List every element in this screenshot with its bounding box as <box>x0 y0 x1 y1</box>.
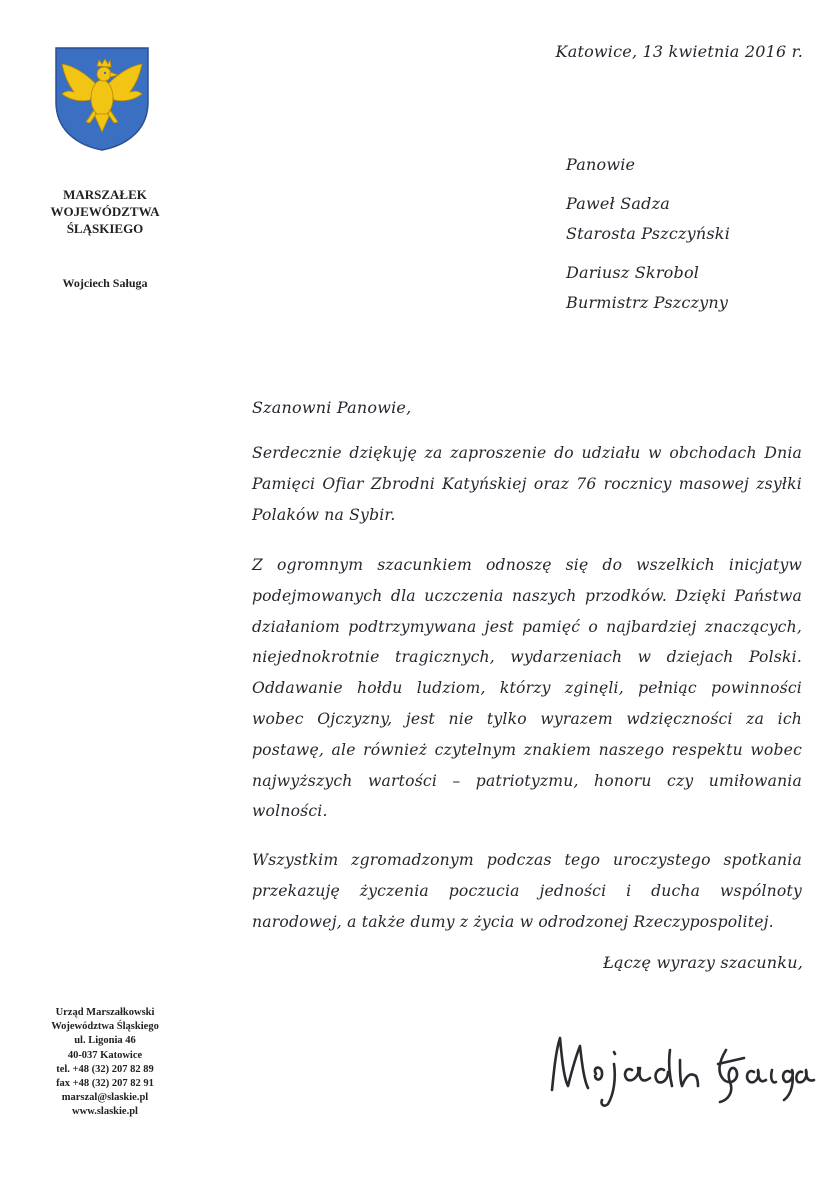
office-title-line: ŚLĄSKIEGO <box>66 221 144 236</box>
footer-address <box>30 1006 180 1120</box>
office-title-line: MARSZAŁEK <box>63 187 147 202</box>
footer-line: fax +48 (32) 207 82 91 <box>56 1078 154 1090</box>
letter-closing: Łączę wyrazy szacunku, <box>603 953 803 972</box>
footer-line: tel. +48 (32) 207 82 89 <box>56 1063 154 1075</box>
handwritten-signature <box>540 1020 820 1110</box>
recipient-title: Burmistrz Pszczyny <box>566 293 729 312</box>
footer-line: Urząd Marszałkowski <box>55 1007 155 1018</box>
letter-date: Katowice, 13 kwietnia 2016 r. <box>555 42 803 61</box>
recipient-name: Paweł Sadza <box>566 194 670 213</box>
footer-website: www.slaskie.pl <box>72 1106 138 1118</box>
footer-line: 40-037 Katowice <box>67 1049 143 1061</box>
recipient-title: Starosta Pszczyński <box>566 224 731 243</box>
footer-line: ul. Ligonia 46 <box>74 1035 136 1047</box>
recipients-block <box>566 150 816 318</box>
letter-paragraph: Z ogromnym szacunkiem odnoszę się do wszelkich inicjatyw podejmowanych dla uczczenia naszych przodków. Dzięki Państwa działaniom podtrzymywana jest pamięć o najbardziej znaczących, niejednokrotnie tragicznych, wydarzeniach w dziejach Polski. Oddawanie hołdu ludziom, którzy zginęli, pełniąc powinności wobec Ojczyzny, jest nie tylko wyrazem wdzięczności za ich postawę, ale również czytelnym znakiem naszego respektu wobec najwyższych wartości – patriotyzmu, honoru czy umiłowania wolności. <box>252 556 802 821</box>
letter-greeting: Szanowni Panowie, <box>252 398 412 417</box>
letter-paragraph: Serdecznie dziękuję za zaproszenie do udziału w obchodach Dnia Pamięci Ofiar Zbrodni Katyńskiej oraz 76 rocznicy masowej zsyłki Polaków na Sybir. <box>252 444 802 524</box>
sender-name: Wojciech Saługa <box>62 276 148 290</box>
coat-of-arms-emblem <box>52 44 152 152</box>
recipients-salutation: Panowie <box>566 155 636 174</box>
office-title <box>30 186 180 237</box>
recipient-name: Dariusz Skrobol <box>566 263 700 282</box>
footer-line: Województwa Śląskiego <box>51 1021 159 1033</box>
footer-email: marszal@slaskie.pl <box>61 1092 149 1104</box>
office-title-line: WOJEWÓDZTWA <box>50 204 160 219</box>
letter-paragraph: Wszystkim zgromadzonym podczas tego uroczystego spotkania przekazuję życzenia poczucia jedności i ducha wspólnoty narodowej, a także dumy z życia w odrodzonej Rzeczypospolitej. <box>252 851 802 931</box>
